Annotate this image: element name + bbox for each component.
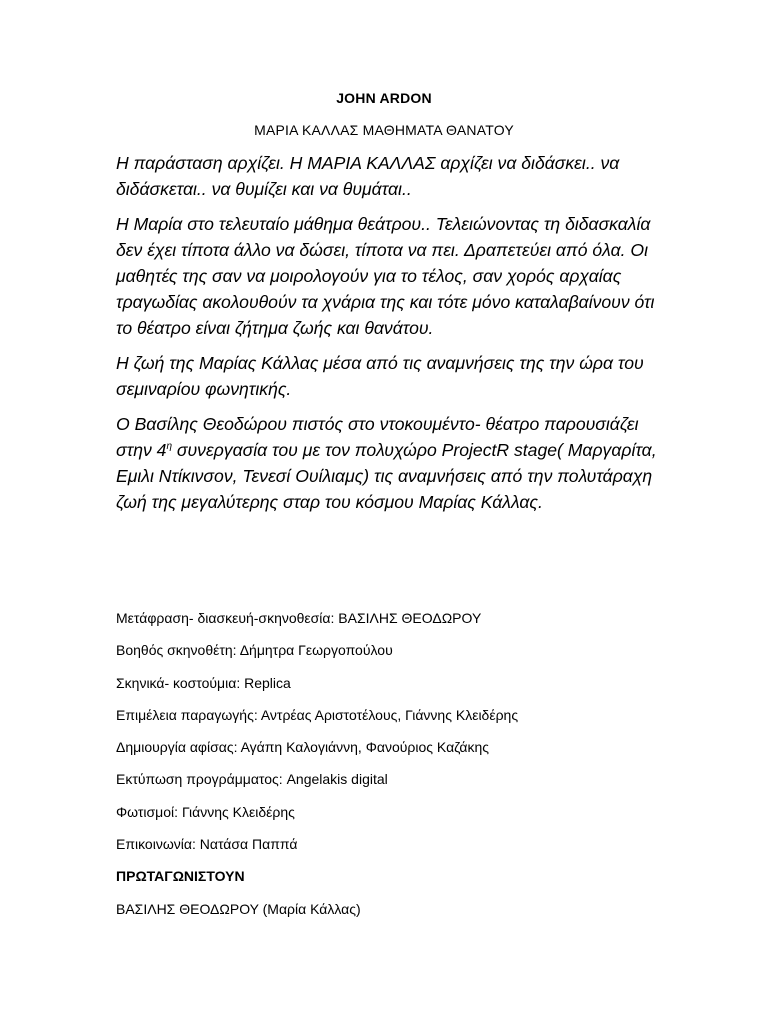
cast-actor: ΒΑΣΙΛΗΣ ΘΕΟΔΩΡΟΥ [116,900,259,917]
credit-direction [116,607,676,639]
credit-lighting [116,801,676,833]
credits-list [116,607,676,930]
cast-member [116,898,676,930]
credit-printing [116,768,676,800]
play-title: ΜΑΡΙΑ ΚΑΛΛΑΣ ΜΑΘΗΜΑΤΑ ΘΑΝΑΤΟΥ [254,122,514,138]
paragraph-collaboration-end: συνεργασία του με τον πολυχώρο ProjectR stage( Μαργαρίτα, Εμιλι Ντίκινσον, Τενεσί Ουίλιαμς) τις αναμνήσεις από την πολυτάραχη ζωή της μεγαλύτερης σταρ του κόσμου Μαρίας Κάλλας. [116,440,657,512]
credit-value: Αγάπη Καλογιάννη, Φανούριος Καζάκης [240,739,490,756]
credit-label: Δημιουργία αφίσας: [116,739,241,756]
credit-poster [116,736,676,768]
credit-label: Επικοινωνία: [116,836,200,853]
cast-heading: ΠΡΩΤΑΓΩΝΙΣΤΟΥΝ [116,868,245,885]
paragraph-collaboration [116,411,661,515]
credit-value: Replica [244,674,291,691]
credit-value: Νατάσα Παππά [199,836,298,853]
credit-sets-costumes [116,672,676,704]
paragraph-intro: Η παράσταση αρχίζει. Η ΜΑΡΙΑ ΚΑΛΛΑΣ αρχίζει να διδάσκει.. να διδάσκεται.. να θυμίζει και να θυμάται.. [116,153,620,199]
author-name: JOHN ARDON [336,90,432,106]
ordinal-superscript: η [166,441,172,453]
credit-label: Σκηνικά- κοστούμια: [116,674,245,691]
credit-value: Γιάννης Κλειδέρης [181,803,295,820]
cast-role: (Μαρία Κάλλας) [258,900,361,917]
credit-communication [116,833,676,865]
credit-production [116,704,676,736]
paragraph-last-lesson: Η Μαρία στο τελευταίο μάθημα θεάτρου.. Τελειώνοντας τη διδασκαλία δεν έχει τίποτα άλλο να δώσει, τίποτα να πει. Δραπετεύει από όλα. Οι μαθητές της σαν να μοιρολογούν για το τέλος, σαν χορός αρχαίας τραγωδίας ακολουθούν τα χνάρια της και τότε μόνο καταλαβαίνουν ότι το θέατρο είναι ζήτημα ζωής και θανάτου. [116,214,655,338]
paragraph-collaboration-start: Ο Βασίλης Θεοδώρου πιστός στο ντοκουμέντο- θέατρο παρουσιάζει στην 4 [116,414,639,460]
description-body [116,150,661,524]
credit-label: Επιμέλεια παραγωγής: [116,706,261,723]
paragraph-memories: Η ζωή της Μαρίας Κάλλας μέσα από τις αναμνήσεις της την ώρα του σεμιναρίου φωνητικής. [116,353,644,399]
credit-value: Δήμητρα Γεωργοπούλου [239,642,393,659]
credit-value: Angelakis digital [286,771,388,788]
credit-label: Φωτισμοί: [116,803,182,820]
credit-label: Μετάφραση- διασκευή-σκηνοθεσία: [116,610,339,626]
credit-label: Βοηθός σκηνοθέτη: [116,642,240,659]
credit-value: Αντρέας Αριστοτέλους, Γιάννης Κλειδέρης [260,706,519,723]
credit-label: Εκτύπωση προγράμματος: [116,771,287,788]
credit-value: ΒΑΣΙΛΗΣ ΘΕΟΔΩΡΟΥ [338,610,482,626]
credit-assistant-director [116,639,676,671]
